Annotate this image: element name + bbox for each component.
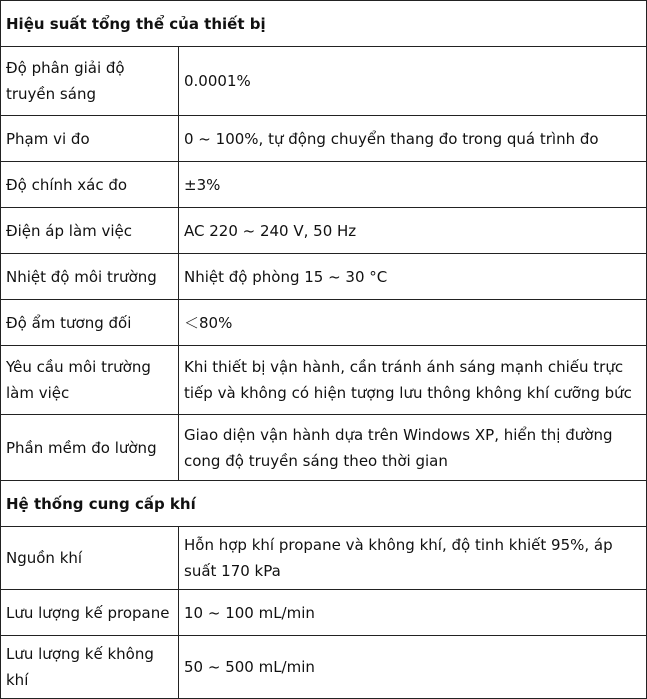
row-label: Lưu lượng kế không khí (1, 636, 179, 699)
table-row (1, 116, 647, 162)
table-row (1, 47, 647, 116)
row-value: ±3% (179, 162, 647, 208)
table-row (1, 590, 647, 636)
section-header-row (1, 1, 647, 47)
section-header-row (1, 481, 647, 527)
row-label: Độ chính xác đo (1, 162, 179, 208)
table-row (1, 527, 647, 590)
row-value: 10 ~ 100 mL/min (179, 590, 647, 636)
row-label: Điện áp làm việc (1, 208, 179, 254)
table-row (1, 254, 647, 300)
row-label: Nguồn khí (1, 527, 179, 590)
table-row (1, 300, 647, 346)
row-label: Yêu cầu môi trường làm việc (1, 346, 179, 415)
table-row (1, 346, 647, 415)
row-label: Độ ẩm tương đối (1, 300, 179, 346)
row-label: Phần mềm đo lường (1, 415, 179, 481)
section-title: Hiệu suất tổng thể của thiết bị (1, 1, 647, 47)
row-value: Giao diện vận hành dựa trên Windows XP, hiển thị đường cong độ truyền sáng theo thời gian (179, 415, 647, 481)
table-row (1, 415, 647, 481)
row-value: Hỗn hợp khí propane và không khí, độ tinh khiết 95%, áp suất 170 kPa (179, 527, 647, 590)
row-value: ＜80% (179, 300, 647, 346)
table-row (1, 162, 647, 208)
row-label: Phạm vi đo (1, 116, 179, 162)
row-value: 50 ~ 500 mL/min (179, 636, 647, 699)
table-row (1, 636, 647, 699)
row-label: Lưu lượng kế propane (1, 590, 179, 636)
row-value: AC 220 ~ 240 V, 50 Hz (179, 208, 647, 254)
section-title: Hệ thống cung cấp khí (1, 481, 647, 527)
row-value: 0 ~ 100%, tự động chuyển thang đo trong quá trình đo (179, 116, 647, 162)
table-row (1, 208, 647, 254)
row-label: Độ phân giải độ truyền sáng (1, 47, 179, 116)
row-value: Khi thiết bị vận hành, cần tránh ánh sáng mạnh chiếu trực tiếp và không có hiện tượng lưu thông không khí cưỡng bức (179, 346, 647, 415)
row-value: 0.0001% (179, 47, 647, 116)
row-label: Nhiệt độ môi trường (1, 254, 179, 300)
row-value: Nhiệt độ phòng 15 ~ 30 °C (179, 254, 647, 300)
